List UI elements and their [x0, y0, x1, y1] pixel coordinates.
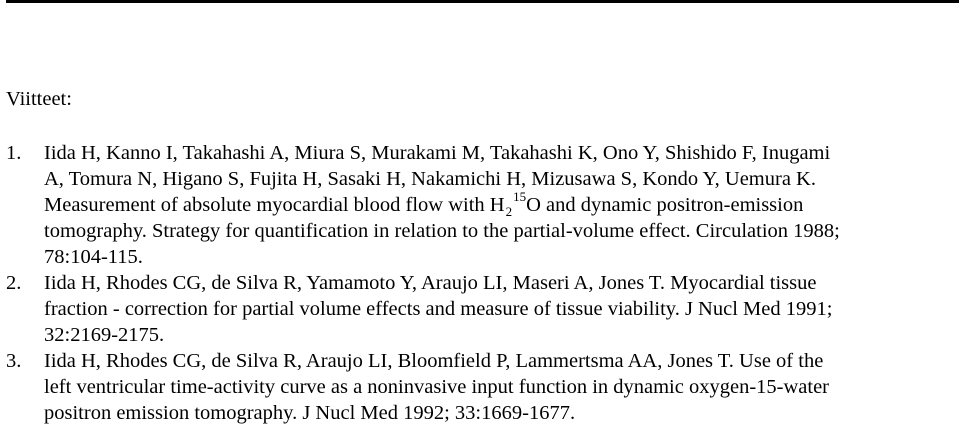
section-heading: Viitteet: — [6, 88, 72, 110]
reference-number: 3. — [6, 350, 22, 372]
reference-line: 32:2169-2175. — [44, 324, 165, 346]
reference-line: 78:104-115. — [44, 246, 143, 268]
reference-line: A, Tomura N, Higano S, Fujita H, Sasaki H, Nakamichi H, Mizusawa S, Kondo Y, Uemura K. — [44, 168, 816, 190]
reference-item — [6, 348, 946, 426]
superscript: 15 — [513, 189, 527, 204]
reference-list — [6, 140, 946, 426]
subscript: 2 — [505, 204, 513, 219]
reference-text: O and dynamic positron-emission — [526, 194, 804, 216]
reference-line: Iida H, Rhodes CG, de Silva R, Araujo LI, Bloomfield P, Lammertsma AA, Jones T. Use of the — [44, 350, 824, 372]
reference-line: Iida H, Kanno I, Takahashi A, Miura S, Murakami M, Takahashi K, Ono Y, Shishido F, Inugami — [44, 142, 831, 164]
reference-line: Iida H, Rhodes CG, de Silva R, Yamamoto Y, Araujo LI, Maseri A, Jones T. Myocardial tissue — [44, 272, 817, 294]
reference-line: fraction - correction for partial volume effects and measure of tissue viability. J Nucl Med 1991; — [44, 298, 833, 320]
reference-line: positron emission tomography. J Nucl Med 1992; 33:1669-1677. — [44, 402, 576, 424]
reference-line: left ventricular time-activity curve as a noninvasive input function in dynamic oxygen-15-water — [44, 376, 830, 398]
reference-item — [6, 140, 946, 270]
reference-number: 1. — [6, 142, 22, 164]
reference-text: Measurement of absolute myocardial blood flow with H — [44, 194, 505, 216]
reference-item — [6, 270, 946, 348]
reference-line: tomography. Strategy for quantification in relation to the partial-volume effect. Circulation 1988; — [44, 220, 840, 242]
top-rule — [6, 0, 959, 3]
reference-number: 2. — [6, 272, 22, 294]
reference-line — [44, 189, 946, 219]
